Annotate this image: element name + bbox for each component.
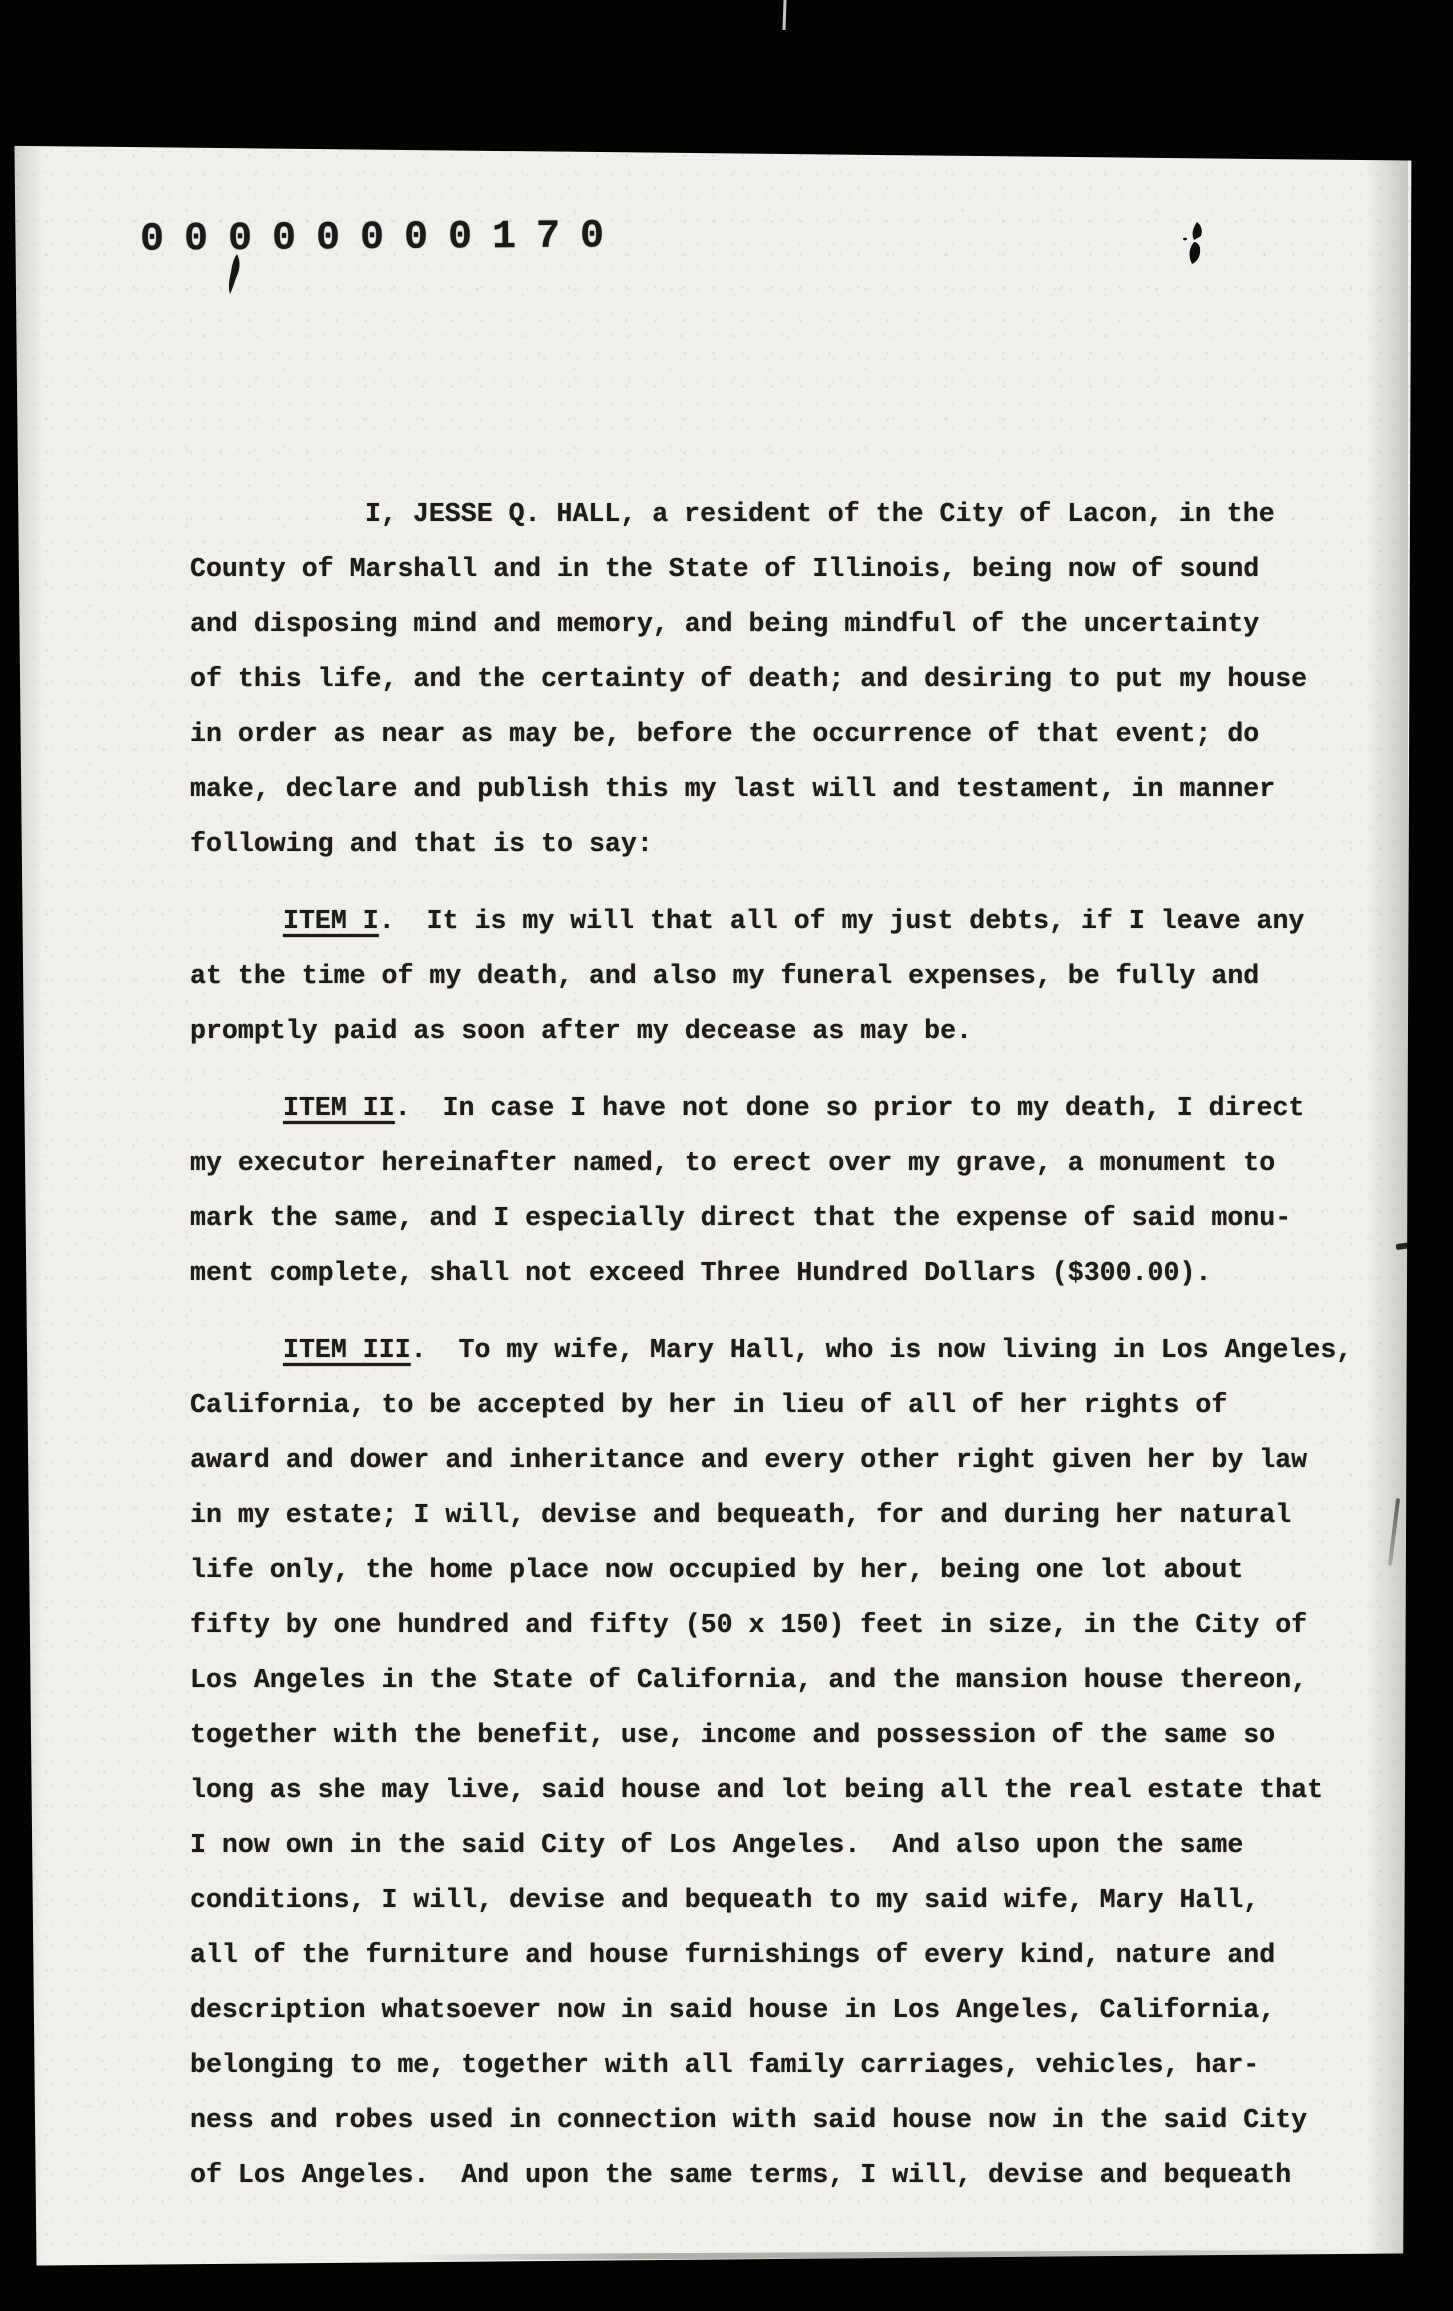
line-text: description whatsoever now in said house in Los Angeles, California,	[190, 1995, 1276, 2025]
line-text: in my estate; I will, devise and bequeath, for and during her natural	[190, 1500, 1292, 1530]
line-text: life only, the home place now occupied by her, being one lot about	[190, 1555, 1244, 1585]
text-line	[190, 1433, 1390, 1488]
text-line	[190, 707, 1390, 762]
item-heading-period: .	[378, 906, 395, 936]
line-text: together with the benefit, use, income and possession of the same so	[190, 1720, 1276, 1750]
line-text: fifty by one hundred and fifty (50 x 150) feet in size, in the City of	[190, 1610, 1308, 1640]
text-line	[190, 597, 1390, 652]
scan-border-top	[0, 0, 1453, 161]
paragraph	[190, 1081, 1390, 1301]
item-heading-period: .	[410, 1335, 427, 1365]
line-text: It is my will that all of my just debts, if I leave any	[426, 906, 1305, 936]
text-line	[190, 949, 1390, 1004]
text-line	[190, 1004, 1390, 1059]
line-text: my executor hereinafter named, to erect over my grave, a monument to	[190, 1148, 1276, 1178]
line-text: of this life, and the certainty of death; and desiring to put my house	[190, 664, 1308, 694]
paragraph	[190, 487, 1390, 872]
file-number-stamp: 00000000170	[139, 214, 625, 263]
line-text: Los Angeles in the State of California, and the mansion house thereon,	[190, 1665, 1308, 1695]
line-text: In case I have not done so prior to my death, I direct	[442, 1093, 1305, 1123]
text-line	[190, 1378, 1390, 1433]
text-line	[190, 1598, 1390, 1653]
text-line	[190, 1543, 1390, 1598]
line-text: I now own in the said City of Los Angeles. And also upon the same	[190, 1830, 1244, 1860]
text-line	[190, 1873, 1390, 1928]
text-line	[190, 1136, 1390, 1191]
text-line	[190, 487, 1390, 542]
line-text: mark the same, and I especially direct that the expense of said monu-	[190, 1203, 1292, 1233]
line-text: California, to be accepted by her in lieu of all of her rights of	[190, 1390, 1228, 1420]
text-line	[190, 2148, 1390, 2203]
paragraph	[190, 1323, 1390, 2203]
line-text: ment complete, shall not exceed Three Hundred Dollars ($300.00).	[190, 1258, 1212, 1288]
text-line	[190, 1246, 1390, 1301]
text-line	[190, 894, 1390, 949]
line-text: I, JESSE Q. HALL, a resident of the City of Lacon, in the	[365, 499, 1275, 529]
text-line	[190, 652, 1390, 707]
text-line	[190, 1323, 1390, 1378]
text-line	[190, 1081, 1390, 1136]
line-text: in order as near as may be, before the occurrence of that event; do	[190, 719, 1260, 749]
text-line	[190, 1928, 1390, 1983]
line-text: of Los Angeles. And upon the same terms, I will, devise and bequeath	[190, 2160, 1292, 2190]
item-heading: ITEM II	[283, 1093, 395, 1123]
line-text: and disposing mind and memory, and being mindful of the uncertainty	[190, 609, 1260, 639]
text-line	[190, 762, 1390, 817]
text-line	[190, 1488, 1390, 1543]
item-heading: ITEM I	[283, 906, 379, 936]
ink-splatter-icon	[1179, 220, 1213, 282]
text-line	[190, 1708, 1390, 1763]
line-text: following and that is to say:	[190, 829, 653, 859]
item-heading-period: .	[394, 1093, 411, 1123]
paragraph	[190, 894, 1390, 1059]
text-block	[190, 487, 1390, 2203]
item-heading: ITEM III	[283, 1335, 411, 1365]
text-line	[190, 2038, 1390, 2093]
line-text: promptly paid as soon after my decease as may be.	[190, 1016, 972, 1046]
text-line	[190, 1191, 1390, 1246]
text-line	[190, 1818, 1390, 1873]
line-text: at the time of my death, and also my funeral expenses, be fully and	[190, 961, 1260, 991]
line-text: County of Marshall and in the State of Illinois, being now of sound	[190, 554, 1260, 584]
text-line	[190, 1763, 1390, 1818]
text-line	[190, 1983, 1390, 2038]
line-text: make, declare and publish this my last will and testament, in manner	[190, 774, 1276, 804]
text-line	[190, 817, 1390, 872]
line-text: all of the furniture and house furnishings of every kind, nature and	[190, 1940, 1276, 1970]
line-text: ness and robes used in connection with said house now in the said City	[190, 2105, 1308, 2135]
line-text: belonging to me, together with all family carriages, vehicles, har-	[190, 2050, 1260, 2080]
line-text: award and dower and inheritance and every other right given her by law	[190, 1445, 1308, 1475]
ink-comma-blot-icon	[227, 252, 243, 296]
line-text: To my wife, Mary Hall, who is now living in Los Angeles,	[458, 1335, 1353, 1365]
line-text: conditions, I will, devise and bequeath to my said wife, Mary Hall,	[190, 1885, 1260, 1915]
text-line	[190, 1653, 1390, 1708]
text-line	[190, 542, 1390, 597]
text-line	[190, 2093, 1390, 2148]
line-text: long as she may live, said house and lot being all the real estate that	[190, 1775, 1324, 1805]
